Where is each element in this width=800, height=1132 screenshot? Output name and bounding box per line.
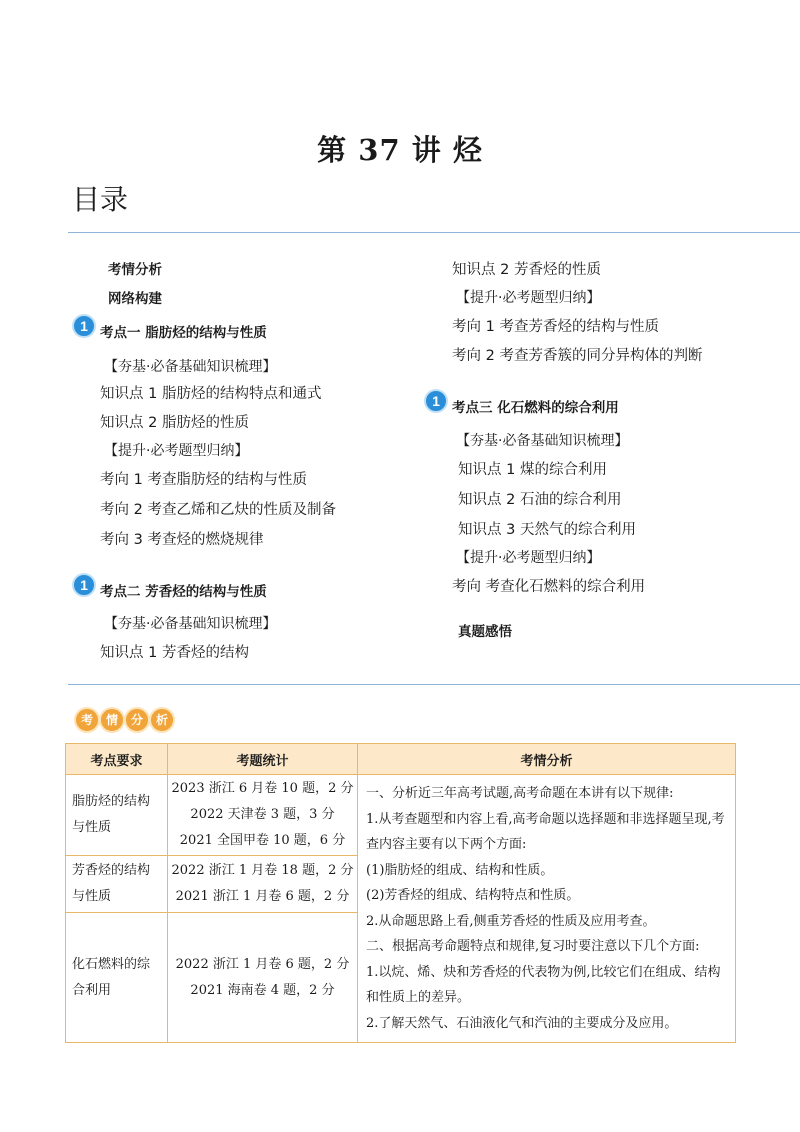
analysis-line: 1.以烷、烯、炔和芳香烃的代表物为例,比较它们在组成、结构和性质上的差异。	[366, 964, 721, 1005]
section-number-badge-icon: 1	[72, 314, 96, 338]
toc-entry[interactable]: 知识点 1 煤的综合利用	[458, 462, 607, 478]
page-title: 第 37 讲 烃	[317, 133, 483, 167]
toc-entry[interactable]: 考向 3 考查烃的燃烧规律	[100, 532, 264, 548]
analysis-cell	[358, 775, 736, 1043]
stats-cell	[168, 856, 358, 913]
toc-entry[interactable]: 考情分析	[108, 262, 162, 278]
toc-top-divider	[68, 232, 800, 233]
toc-entry[interactable]: 【提升·必考题型归纳】	[456, 290, 601, 306]
column-header: 考情分析	[358, 744, 736, 775]
table-header-row	[66, 744, 736, 775]
analysis-line: (2)芳香烃的组成、结构特点和性质。	[366, 888, 580, 903]
analysis-line: 2.了解天然气、石油液化气和汽油的主要成分及应用。	[366, 1015, 678, 1031]
toc-entry[interactable]: 【提升·必考题型归纳】	[456, 550, 601, 566]
toc-entry[interactable]: 知识点 3 天然气的综合利用	[458, 522, 636, 538]
toc-entry[interactable]: 【夯基·必备基础知识梳理】	[456, 433, 629, 449]
toc-entry[interactable]: 知识点 2 石油的综合利用	[458, 492, 622, 508]
section-tag-exam-analysis	[74, 707, 174, 733]
analysis-line: 1.从考查题型和内容上看,高考命题以选择题和非选择题呈现,考查内容主要有以下两个方面:	[366, 811, 725, 852]
section-tag-char: 考	[74, 707, 100, 733]
toc-entry[interactable]: 网络构建	[108, 291, 162, 307]
stats-cell	[168, 775, 358, 856]
stat-line: 2022 浙江 1 月卷 18 题，2 分	[171, 863, 354, 879]
stat-line: 2022 天津卷 3 题，3 分	[190, 807, 335, 823]
requirement-cell: 化石燃料的综合利用	[66, 913, 168, 1043]
toc-entry[interactable]: 考点一 脂肪烃的结构与性质	[100, 325, 267, 341]
section-tag-char: 分	[124, 707, 150, 733]
toc-entry[interactable]: 知识点 1 芳香烃的结构	[100, 645, 249, 661]
section-tag-char: 情	[99, 707, 125, 733]
requirement-cell: 脂肪烃的结构与性质	[66, 775, 168, 856]
column-header: 考题统计	[168, 744, 358, 775]
section-tag-char: 析	[149, 707, 175, 733]
stat-line: 2023 浙江 6 月卷 10 题，2 分	[171, 781, 354, 797]
analysis-line: 一、分析近三年高考试题,高考命题在本讲有以下规律:	[366, 786, 674, 801]
toc-entry[interactable]: 【夯基·必备基础知识梳理】	[104, 359, 277, 375]
toc-entry[interactable]: 考向 1 考查芳香烃的结构与性质	[452, 319, 659, 335]
toc-entry[interactable]: 考向 2 考查芳香簇的同分异构体的判断	[452, 348, 703, 364]
stat-line: 2021 全国甲卷 10 题，6 分	[179, 833, 346, 849]
analysis-line: 二、根据高考命题特点和规律,复习时要注意以下几个方面:	[366, 939, 700, 954]
toc-entry[interactable]: 考点三 化石燃料的综合利用	[452, 400, 619, 416]
stats-cell	[168, 913, 358, 1043]
section-number-badge-icon: 1	[424, 389, 448, 413]
toc-entry[interactable]: 知识点 2 芳香烃的性质	[452, 262, 601, 278]
stat-line: 2021 浙江 1 月卷 6 题，2 分	[175, 889, 350, 905]
toc-entry[interactable]: 真题感悟	[458, 624, 512, 640]
toc-entry[interactable]: 【夯基·必备基础知识梳理】	[104, 616, 277, 632]
exam-analysis-table	[65, 743, 736, 1043]
table-row	[66, 775, 736, 856]
requirement-cell: 芳香烃的结构与性质	[66, 856, 168, 913]
section-number-badge-icon: 1	[72, 573, 96, 597]
toc-entry[interactable]: 考向 2 考查乙烯和乙炔的性质及制备	[100, 502, 336, 518]
stat-line: 2022 浙江 1 月卷 6 题，2 分	[175, 956, 350, 972]
toc-bottom-divider	[68, 684, 800, 685]
toc-entry[interactable]: 【提升·必考题型归纳】	[104, 443, 249, 459]
column-header: 考点要求	[66, 744, 168, 775]
analysis-line: (1)脂肪烃的组成、结构和性质。	[366, 862, 554, 878]
toc-heading: 目录	[72, 183, 129, 216]
analysis-line: 2.从命题思路上看,侧重芳香烃的性质及应用考查。	[366, 913, 656, 929]
toc-entry[interactable]: 考点二 芳香烃的结构与性质	[100, 584, 267, 600]
toc-entry[interactable]: 知识点 2 脂肪烃的性质	[100, 415, 249, 431]
toc-entry[interactable]: 知识点 1 脂肪烃的结构特点和通式	[100, 386, 322, 402]
stat-line: 2021 海南卷 4 题，2 分	[190, 982, 335, 998]
toc-entry[interactable]: 考向 考查化石燃料的综合利用	[452, 579, 646, 595]
toc-entry[interactable]: 考向 1 考查脂肪烃的结构与性质	[100, 472, 307, 488]
